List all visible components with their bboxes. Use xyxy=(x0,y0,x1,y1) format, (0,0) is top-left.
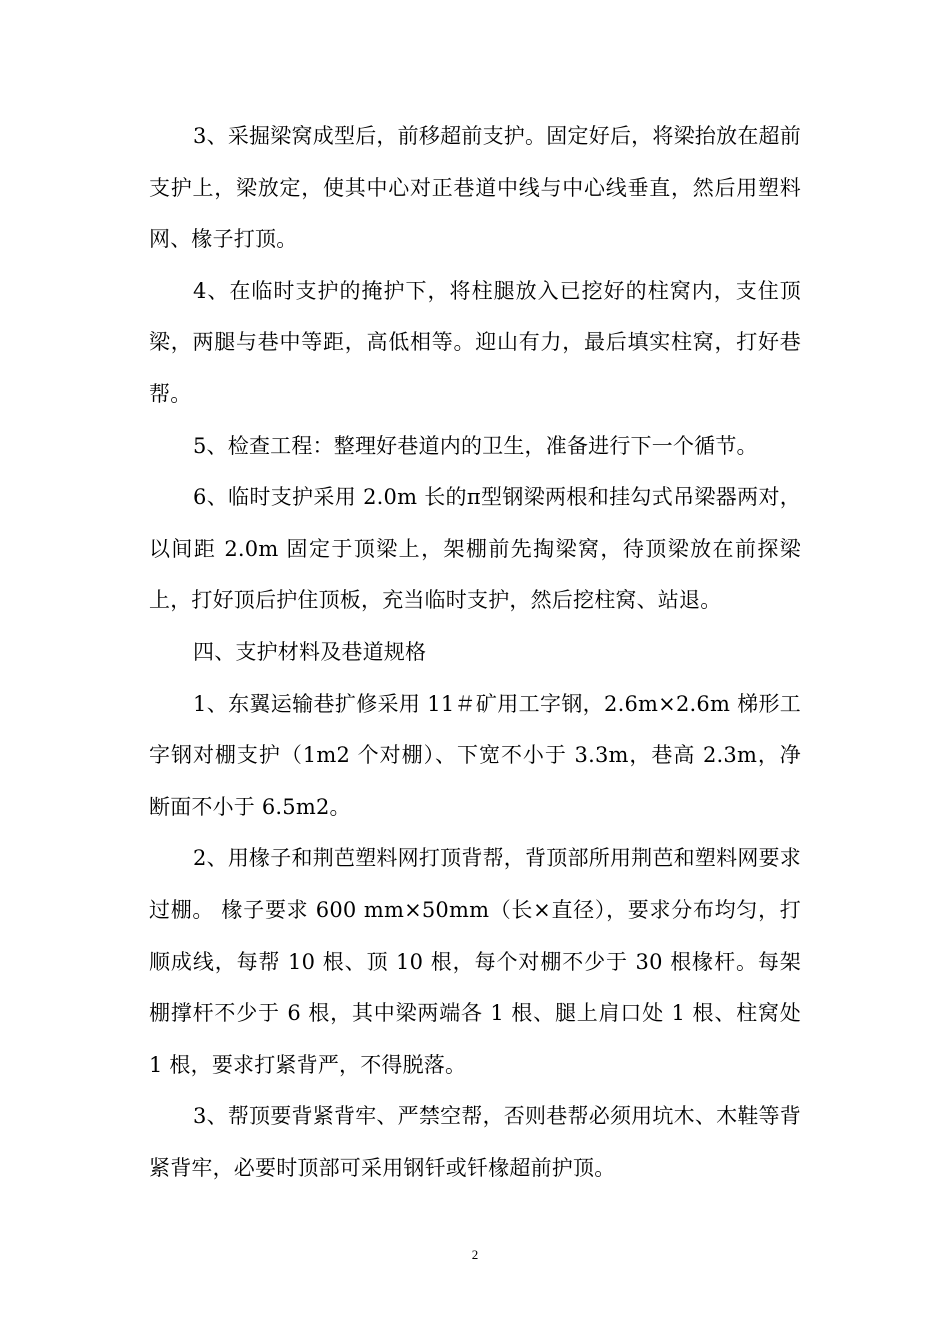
paragraph-step-4: 4、在临时支护的掩护下，将柱腿放入已挖好的柱窝内，支住顶梁，两腿与巷中等距，高低相等。迎山有力，最后填实柱窝，打好巷帮。 xyxy=(149,278,801,406)
document-body xyxy=(149,111,801,1194)
paragraph-step-6: 6、临时支护采用 2.0m 长的π型钢梁两根和挂勾式吊梁器两对，以间距 2.0m 固定于顶梁上，架棚前先掏梁窝，待顶梁放在前探梁上，打好顶后护住顶板，充当临时支护，然后挖柱窝、站退。 xyxy=(149,485,801,613)
paragraph-material-1: 1、东翼运输巷扩修采用 11＃矿用工字钢，2.6m×2.6m 梯形工字钢对棚支护（1m2 个对棚）、下宽不小于 3.3m，巷高 2.3m，净断面不小于 6.5m2。 xyxy=(149,691,801,819)
page-number: 2 xyxy=(471,1247,479,1262)
section-heading-support-materials: 四、支护材料及巷道规格 xyxy=(193,639,427,664)
paragraph-step-5: 5、检查工程：整理好巷道内的卫生，准备进行下一个循节。 xyxy=(193,433,758,458)
paragraph-material-2: 2、用椽子和荆芭塑料网打顶背帮，背顶部所用荆芭和塑料网要求过棚。 椽子要求 600 mm×50mm（长×直径），要求分布均匀，打顺成线，每帮 10 根、顶 10 根，每个对棚不少于 30 根椽杆。每架棚撑杆不少于 6 根，其中梁两端各 1 根、腿上肩口处 1 根、柱窝处 1 根，要求打紧背严，不得脱落。 xyxy=(149,846,801,1077)
paragraph-step-3: 3、采掘梁窝成型后，前移超前支护。固定好后，将梁抬放在超前支护上，梁放定，使其中心对正巷道中线与中心线垂直，然后用塑料网、椽子打顶。 xyxy=(149,124,801,252)
paragraph-material-3: 3、帮顶要背紧背牢、严禁空帮，否则巷帮必须用坑木、木鞋等背紧背牢，必要时顶部可采用钢钎或钎椽超前护顶。 xyxy=(149,1104,801,1180)
